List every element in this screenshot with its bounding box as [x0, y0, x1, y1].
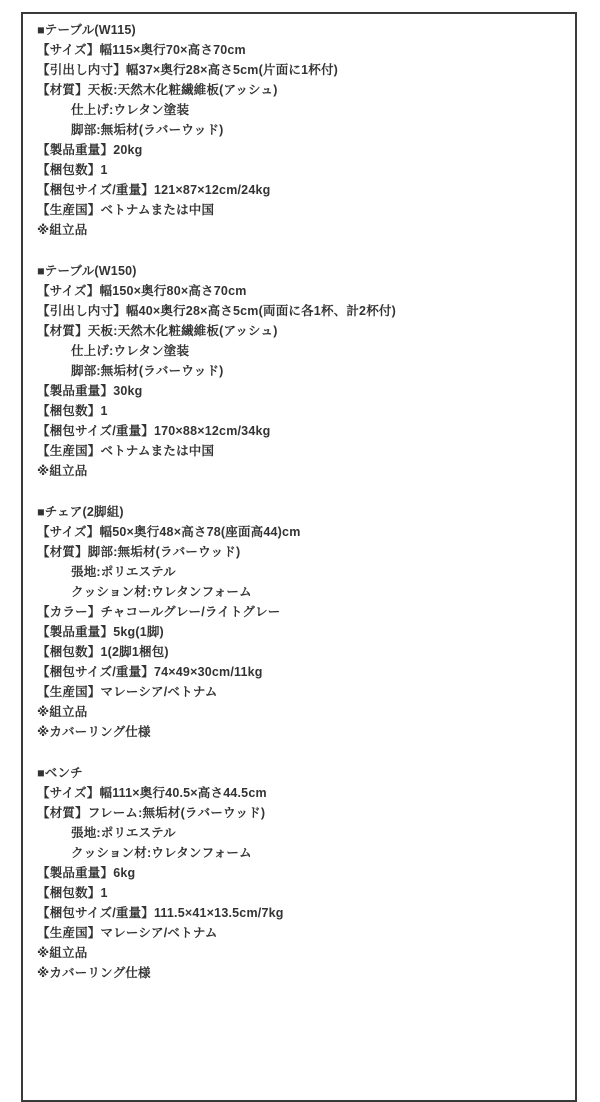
spec-line: 【梱包数】1	[37, 404, 108, 418]
spec-line: ※組立品	[37, 223, 88, 237]
spec-line: 【梱包数】1	[37, 163, 108, 177]
spec-line: ※カバーリング仕様	[37, 966, 151, 980]
spec-line: 【材質】天板:天然木化粧繊維板(アッシュ)	[37, 83, 278, 97]
spec-line: 【製品重量】30kg	[37, 384, 143, 398]
spec-line: 仕上げ:ウレタン塗装	[71, 344, 190, 358]
spec-line: 【材質】天板:天然木化粧繊維板(アッシュ)	[37, 324, 278, 338]
spec-line: 【生産国】マレーシア/ベトナム	[37, 926, 218, 940]
spec-line: 【梱包サイズ/重量】170×88×12cm/34kg	[37, 424, 271, 438]
spec-line: 【生産国】マレーシア/ベトナム	[37, 685, 218, 699]
spec-line: 【梱包サイズ/重量】74×49×30cm/11kg	[37, 665, 263, 679]
spec-line: 仕上げ:ウレタン塗装	[71, 103, 190, 117]
spec-line: 【材質】フレーム:無垢材(ラバーウッド)	[37, 806, 266, 820]
spec-line: 【生産国】ベトナムまたは中国	[37, 444, 215, 458]
spec-line: 【サイズ】幅111×奥行40.5×高さ44.5cm	[37, 786, 267, 800]
spec-line: 【製品重量】6kg	[37, 866, 136, 880]
section-title: ■チェア(2脚組)	[37, 505, 124, 519]
spec-line: ※組立品	[37, 464, 88, 478]
spec-line: 【梱包サイズ/重量】111.5×41×13.5cm/7kg	[37, 906, 284, 920]
spec-line: ※カバーリング仕様	[37, 725, 151, 739]
spec-line: 【引出し内寸】幅40×奥行28×高さ5cm(両面に各1杯、計2杯付)	[37, 304, 396, 318]
spec-section	[37, 261, 567, 481]
spec-line: 張地:ポリエステル	[71, 565, 176, 579]
spec-line: クッション材:ウレタンフォーム	[71, 585, 252, 599]
spec-line: ※組立品	[37, 705, 88, 719]
spec-line: クッション材:ウレタンフォーム	[71, 846, 252, 860]
spec-line: 【材質】脚部:無垢材(ラバーウッド)	[37, 545, 241, 559]
spec-line: 脚部:無垢材(ラバーウッド)	[71, 364, 224, 378]
spec-frame	[21, 12, 577, 1102]
spec-line: 【引出し内寸】幅37×奥行28×高さ5cm(片面に1杯付)	[37, 63, 339, 77]
spec-line: 【カラー】チャコールグレー/ライトグレー	[37, 605, 281, 619]
spec-line: 張地:ポリエステル	[71, 826, 176, 840]
spec-line: 【製品重量】20kg	[37, 143, 143, 157]
spec-section	[37, 502, 567, 742]
section-title: ■ベンチ	[37, 766, 83, 780]
spec-section	[37, 763, 567, 983]
spec-line: 脚部:無垢材(ラバーウッド)	[71, 123, 224, 137]
section-title: ■テーブル(W115)	[37, 23, 136, 37]
spec-line: 【製品重量】5kg(1脚)	[37, 625, 164, 639]
sections-container	[37, 20, 567, 983]
section-title: ■テーブル(W150)	[37, 264, 137, 278]
spec-line: 【生産国】ベトナムまたは中国	[37, 203, 215, 217]
spec-line: 【サイズ】幅50×奥行48×高さ78(座面高44)cm	[37, 525, 301, 539]
spec-section	[37, 20, 567, 240]
spec-line: 【梱包数】1(2脚1梱包)	[37, 645, 169, 659]
spec-line: 【梱包数】1	[37, 886, 108, 900]
spec-line: 【サイズ】幅150×奥行80×高さ70cm	[37, 284, 247, 298]
spec-line: ※組立品	[37, 946, 88, 960]
spec-line: 【サイズ】幅115×奥行70×高さ70cm	[37, 43, 246, 57]
spec-line: 【梱包サイズ/重量】121×87×12cm/24kg	[37, 183, 271, 197]
